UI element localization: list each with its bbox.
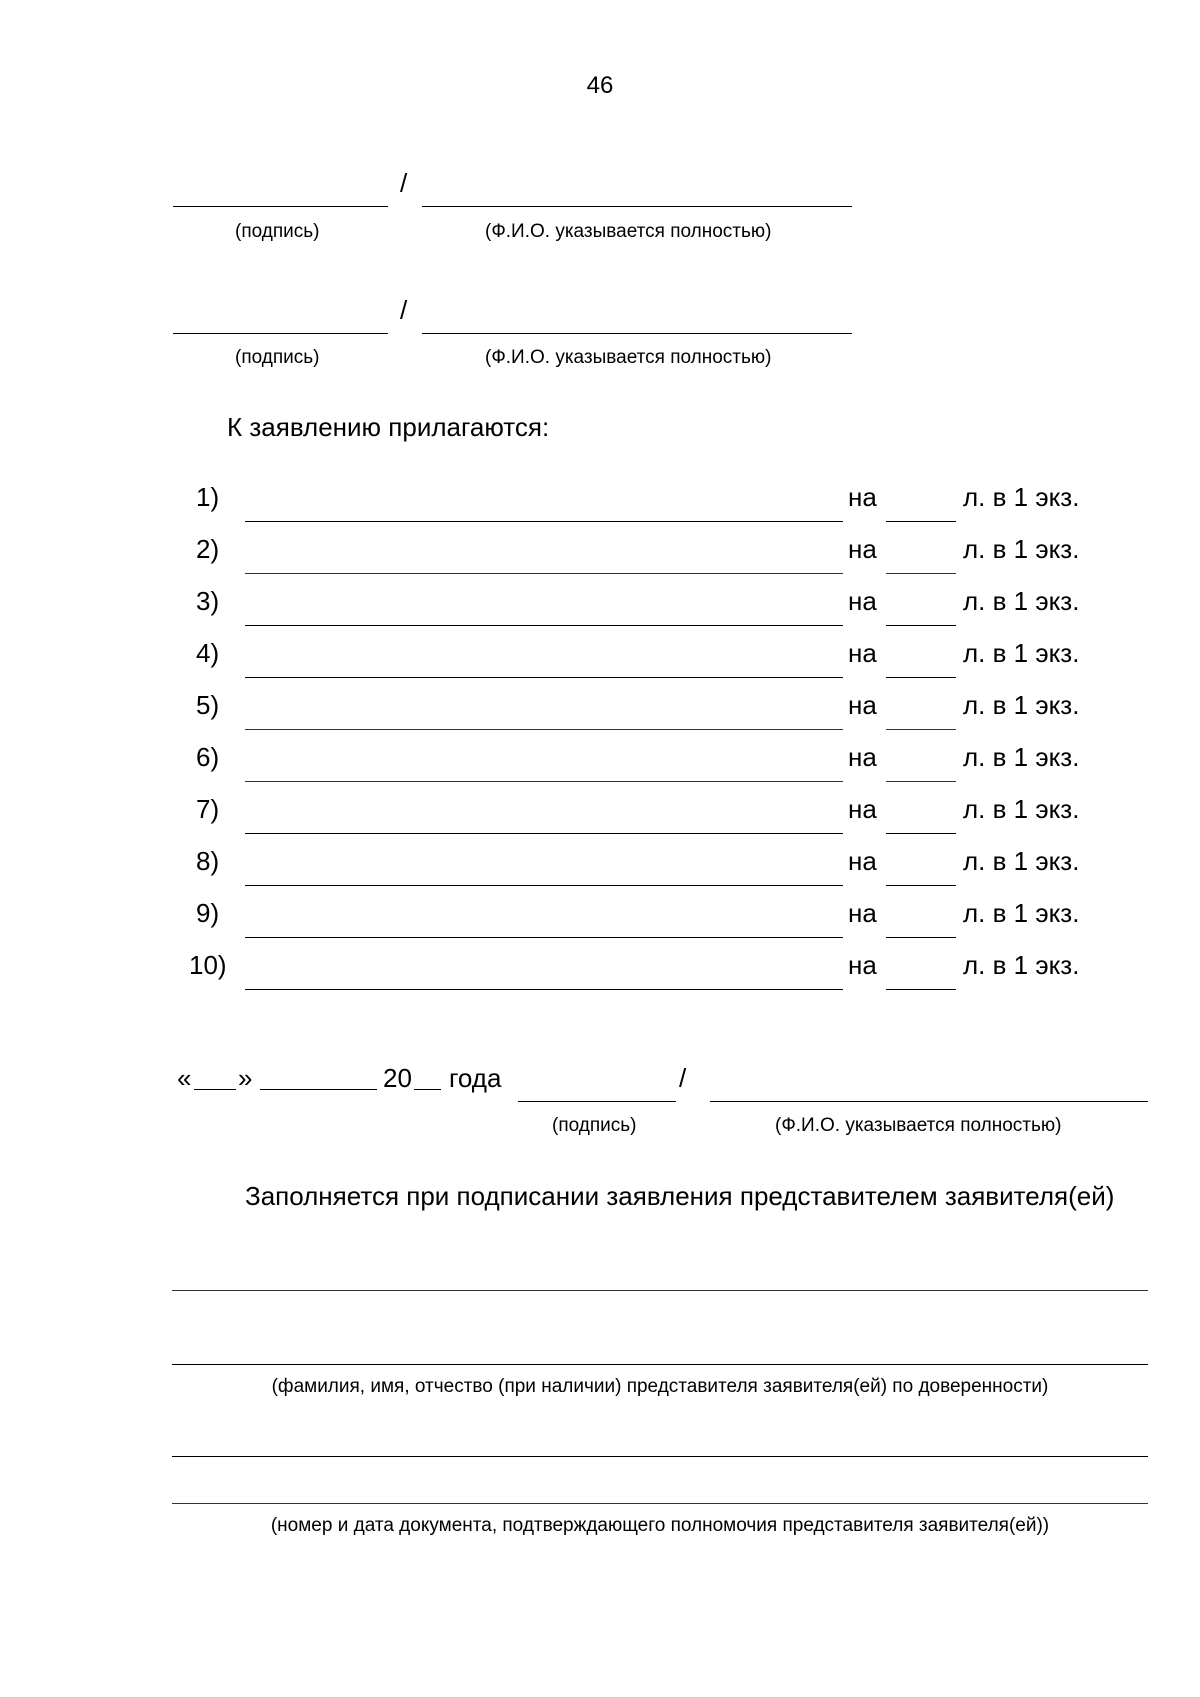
document-name-field[interactable] <box>245 729 843 730</box>
copies-label: л. в 1 экз. <box>963 898 1080 928</box>
representative-name-caption: (фамилия, имя, отчество (при наличии) представителя заявителя(ей) по доверенности) <box>271 1376 1049 1397</box>
sheet-count-field[interactable] <box>886 521 956 522</box>
year-field[interactable] <box>414 1089 441 1090</box>
item-number: 3) <box>196 586 220 616</box>
month-field[interactable] <box>260 1089 377 1090</box>
on-label: на <box>848 742 877 772</box>
copies-label: л. в 1 экз. <box>963 482 1080 512</box>
copies-label: л. в 1 экз. <box>963 534 1080 564</box>
on-label: на <box>848 482 877 512</box>
copies-label: л. в 1 экз. <box>963 846 1080 876</box>
sheet-count-field[interactable] <box>886 781 956 782</box>
sheet-count-field[interactable] <box>886 677 956 678</box>
copies-label: л. в 1 экз. <box>963 742 1080 772</box>
item-number: 2) <box>196 534 220 564</box>
document-name-field[interactable] <box>245 625 843 626</box>
sheet-count-field[interactable] <box>886 885 956 886</box>
item-number: 4) <box>196 638 220 668</box>
authority-document-field-1[interactable] <box>172 1456 1148 1457</box>
document-name-field[interactable] <box>245 781 843 782</box>
full-name-field[interactable] <box>422 206 852 207</box>
copies-label: л. в 1 экз. <box>963 950 1080 980</box>
sheet-count-field[interactable] <box>886 937 956 938</box>
document-name-field[interactable] <box>245 885 843 886</box>
representative-heading: Заполняется при подписании заявления представителем заявителя(ей) <box>245 1181 1115 1211</box>
close-quote: » <box>238 1063 253 1093</box>
authority-document-field-2[interactable] <box>172 1503 1148 1504</box>
document-name-field[interactable] <box>245 833 843 834</box>
on-label: на <box>848 690 877 720</box>
signature-caption: (подпись) <box>235 347 320 368</box>
full-name-field[interactable] <box>710 1101 1148 1102</box>
item-number: 10) <box>189 950 227 980</box>
authority-document-caption: (номер и дата документа, подтверждающего полномочия представителя заявителя(ей)) <box>270 1515 1050 1536</box>
page-number: 46 <box>586 72 614 99</box>
signature-separator: / <box>400 295 408 325</box>
item-number: 5) <box>196 690 220 720</box>
signature-separator: / <box>400 168 408 198</box>
item-number: 9) <box>196 898 220 928</box>
full-name-caption: (Ф.И.О. указывается полностью) <box>485 221 772 242</box>
document-name-field[interactable] <box>245 989 843 990</box>
sheet-count-field[interactable] <box>886 833 956 834</box>
representative-line-1[interactable] <box>172 1290 1148 1291</box>
on-label: на <box>848 794 877 824</box>
copies-label: л. в 1 экз. <box>963 638 1080 668</box>
year-prefix: 20 <box>383 1063 412 1093</box>
on-label: на <box>848 638 877 668</box>
representative-name-field[interactable] <box>172 1364 1148 1365</box>
on-label: на <box>848 586 877 616</box>
item-number: 8) <box>196 846 220 876</box>
signature-caption: (подпись) <box>552 1115 637 1136</box>
document-name-field[interactable] <box>245 677 843 678</box>
signature-field[interactable] <box>173 206 388 207</box>
on-label: на <box>848 534 877 564</box>
sheet-count-field[interactable] <box>886 729 956 730</box>
on-label: на <box>848 950 877 980</box>
full-name-caption: (Ф.И.О. указывается полностью) <box>775 1115 1062 1136</box>
document-name-field[interactable] <box>245 937 843 938</box>
sheet-count-field[interactable] <box>886 989 956 990</box>
attachments-heading: К заявлению прилагаются: <box>227 412 550 442</box>
sheet-count-field[interactable] <box>886 573 956 574</box>
document-name-field[interactable] <box>245 573 843 574</box>
on-label: на <box>848 898 877 928</box>
signature-separator: / <box>679 1063 687 1093</box>
item-number: 1) <box>196 482 220 512</box>
copies-label: л. в 1 экз. <box>963 586 1080 616</box>
item-number: 6) <box>196 742 220 772</box>
on-label: на <box>848 846 877 876</box>
sheet-count-field[interactable] <box>886 625 956 626</box>
signature-field[interactable] <box>173 333 388 334</box>
year-word: года <box>449 1063 502 1093</box>
signature-field[interactable] <box>518 1101 676 1102</box>
copies-label: л. в 1 экз. <box>963 690 1080 720</box>
day-field[interactable] <box>194 1089 236 1090</box>
document-name-field[interactable] <box>245 521 843 522</box>
signature-caption: (подпись) <box>235 221 320 242</box>
copies-label: л. в 1 экз. <box>963 794 1080 824</box>
full-name-field[interactable] <box>422 333 852 334</box>
open-quote: « <box>177 1063 192 1093</box>
item-number: 7) <box>196 794 220 824</box>
full-name-caption: (Ф.И.О. указывается полностью) <box>485 347 772 368</box>
